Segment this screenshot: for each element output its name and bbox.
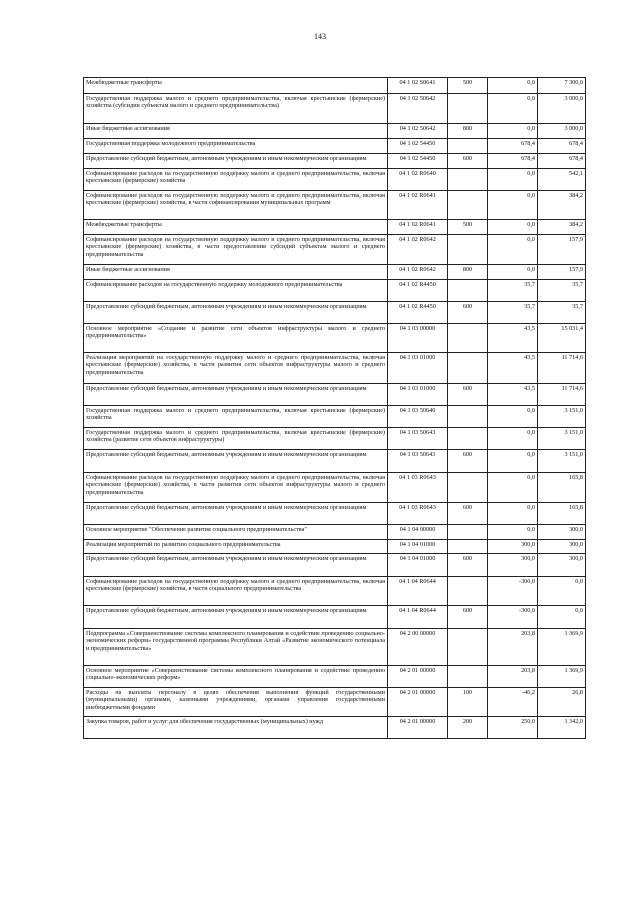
amount-total-cell: 3 000,0 [538,124,586,139]
expense-type-code-cell: 500 [448,78,488,94]
amount-change-cell: 0,0 [488,450,538,473]
expense-type-code-cell: 600 [448,154,488,169]
amount-change-cell: 0,0 [488,78,538,94]
amount-total-cell: 7 300,0 [538,78,586,94]
expense-name-cell: Иные бюджетные ассигнования [84,124,388,139]
amount-change-cell: 0,0 [488,406,538,428]
amount-change-cell: 0,0 [488,220,538,235]
amount-change-cell: 0,0 [488,503,538,525]
amount-total-cell: 35,7 [538,280,586,302]
target-article-code-cell: 04 1 03 01000 [388,384,448,406]
expense-name-cell: Межбюджетные трансферты [84,220,388,235]
amount-change-cell: 203,8 [488,666,538,688]
amount-change-cell: -46,2 [488,688,538,717]
table-row [84,235,586,265]
target-article-code-cell: 04 1 04 R0644 [388,577,448,606]
amount-total-cell: 1 369,9 [538,629,586,666]
expense-type-code-cell [448,406,488,428]
expense-name-cell: Предоставление субсидий бюджетным, автономным учреждениям и иным некоммерческим организациям [84,302,388,324]
amount-change-cell: 300,0 [488,540,538,554]
expense-type-code-cell [448,525,488,540]
target-article-code-cell: 04 1 03 R0643 [388,503,448,525]
expense-type-code-cell: 600 [448,302,488,324]
target-article-code-cell: 04 1 04 01000 [388,540,448,554]
table-row [84,280,586,302]
table-row [84,384,586,406]
table-row [84,540,586,554]
amount-total-cell: 165,8 [538,473,586,503]
expense-type-code-cell [448,191,488,220]
expense-type-code-cell [448,666,488,688]
expense-name-cell: Государственная поддержка малого и среднего предпринимательства, включая крестьянские (фермерские) хозяйства (развитие сети объектов инфраструктуры) [84,428,388,450]
expense-type-code-cell: 800 [448,265,488,280]
target-article-code-cell: 04 1 02 R0641 [388,220,448,235]
amount-change-cell: 35,7 [488,302,538,324]
table-row [84,666,586,688]
amount-total-cell: 11 714,6 [538,384,586,406]
table-row [84,302,586,324]
expense-type-code-cell: 600 [448,554,488,577]
target-article-code-cell: 04 1 04 R0644 [388,606,448,629]
amount-total-cell: 0,0 [538,577,586,606]
amount-change-cell: 0,0 [488,235,538,265]
amount-total-cell: 0,0 [538,606,586,629]
expense-type-code-cell [448,428,488,450]
expense-name-cell: Предоставление субсидий бюджетным, автономным учреждениям и иным некоммерческим организациям [84,384,388,406]
expense-name-cell: Софинансирование расходов на государственную поддержку малого и среднего предпринимательства, включая крестьянские (фермерские) хозяйства, в части предоставления субсидий субъектам малого и среднего предпринимательства [84,235,388,265]
expense-type-code-cell: 800 [448,124,488,139]
expense-name-cell: Основное мероприятие «Создание и развитие сети объектов инфраструктуры малого и среднего предпринимательства» [84,324,388,353]
amount-total-cell: 3 151,0 [538,406,586,428]
expense-name-cell: Подпрограмма «Совершенствование системы комплексного планирования и содействие проведению социально-экономических реформ» государственной программы Республики Алтай «Развитие экономического потенциала и предпринимательства» [84,629,388,666]
amount-total-cell: 165,8 [538,503,586,525]
expense-type-code-cell: 600 [448,606,488,629]
expense-name-cell: Предоставление субсидий бюджетным, автономным учреждениям и иным некоммерческим организациям [84,554,388,577]
target-article-code-cell: 04 1 02 54450 [388,139,448,154]
expense-name-cell: Иные бюджетные ассигнования [84,265,388,280]
budget-table [83,77,586,739]
expense-name-cell: Расходы на выплаты персоналу в целях обеспечения выполнения функций государственными (муниципальными) органами, казенными учреждениями, органами управления государственными внебюджетными фондами [84,688,388,717]
table-row [84,577,586,606]
expense-name-cell: Предоставление субсидий бюджетным, автономным учреждениям и иным некоммерческим организациям [84,606,388,629]
amount-total-cell: 15 031,4 [538,324,586,353]
table-row [84,353,586,384]
amount-total-cell: 157,9 [538,265,586,280]
amount-total-cell: 300,0 [538,525,586,540]
table-row [84,324,586,353]
table-row [84,554,586,577]
target-article-code-cell: 04 1 02 R4450 [388,280,448,302]
expense-name-cell: Софинансирование расходов на государственную поддержку молодежного предпринимательства [84,280,388,302]
expense-type-code-cell [448,577,488,606]
amount-total-cell: 35,7 [538,302,586,324]
expense-type-code-cell [448,629,488,666]
expense-name-cell: Предоставление субсидий бюджетным, автономным учреждениям и иным некоммерческим организациям [84,154,388,169]
page-number: 143 [314,32,326,41]
target-article-code-cell: 04 1 02 54450 [388,154,448,169]
expense-type-code-cell [448,280,488,302]
amount-change-cell: 0,0 [488,525,538,540]
table-row [84,450,586,473]
table-row [84,406,586,428]
amount-change-cell: -300,0 [488,606,538,629]
amount-change-cell: 0,0 [488,428,538,450]
expense-type-code-cell [448,94,488,124]
table-row [84,169,586,191]
expense-name-cell: Реализация мероприятий по развитию социального предпринимательства [84,540,388,554]
amount-total-cell: 678,4 [538,139,586,154]
amount-total-cell: 678,4 [538,154,586,169]
expense-type-code-cell [448,540,488,554]
table-row [84,139,586,154]
table-row [84,78,586,94]
target-article-code-cell: 04 1 03 50643 [388,428,448,450]
target-article-code-cell: 04 1 03 R0643 [388,473,448,503]
table-row [84,154,586,169]
table-row [84,265,586,280]
amount-change-cell: 43,5 [488,324,538,353]
target-article-code-cell: 04 1 04 00000 [388,525,448,540]
table-row [84,629,586,666]
expense-name-cell: Основное мероприятие «Совершенствование системы комплексного планирования и содействие проведению социально-экономических реформ» [84,666,388,688]
expense-type-code-cell: 600 [448,384,488,406]
target-article-code-cell: 04 1 03 50640 [388,406,448,428]
table-row [84,124,586,139]
expense-name-cell: Софинансирование расходов на государственную поддержку малого и среднего предпринимательства, включая крестьянские (фермерские) хозяйства [84,169,388,191]
table-row [84,606,586,629]
expense-type-code-cell: 500 [448,220,488,235]
table-row [84,503,586,525]
expense-name-cell: Межбюджетные трансферты [84,78,388,94]
expense-name-cell: Государственная поддержка молодежного предпринимательства [84,139,388,154]
amount-total-cell: 3 151,0 [538,450,586,473]
target-article-code-cell: 04 1 02 R0642 [388,265,448,280]
target-article-code-cell: 04 2 01 00000 [388,666,448,688]
target-article-code-cell: 04 2 01 00000 [388,717,448,739]
amount-change-cell: 0,0 [488,265,538,280]
amount-change-cell: 43,5 [488,384,538,406]
table-row [84,220,586,235]
target-article-code-cell: 04 1 02 50642 [388,94,448,124]
expense-type-code-cell [448,139,488,154]
expense-type-code-cell [448,169,488,191]
amount-change-cell: 300,0 [488,554,538,577]
table-row [84,525,586,540]
table-row [84,717,586,739]
target-article-code-cell: 04 1 02 50642 [388,124,448,139]
table-row [84,428,586,450]
expense-type-code-cell [448,473,488,503]
target-article-code-cell: 04 1 02 R4450 [388,302,448,324]
amount-change-cell: 250,0 [488,717,538,739]
amount-change-cell: 0,0 [488,124,538,139]
amount-change-cell: 678,4 [488,154,538,169]
expense-type-code-cell [448,324,488,353]
expense-type-code-cell: 100 [448,688,488,717]
expense-name-cell: Софинансирование расходов на государственную поддержку малого и среднего предпринимательства, включая крестьянские (фермерские) хозяйства, в части социального предпринимательства [84,577,388,606]
target-article-code-cell: 04 1 02 R0640 [388,169,448,191]
table-row [84,473,586,503]
target-article-code-cell: 04 1 04 01000 [388,554,448,577]
amount-total-cell: 11 714,6 [538,353,586,384]
target-article-code-cell: 04 1 03 00000 [388,324,448,353]
amount-change-cell: 0,0 [488,473,538,503]
expense-name-cell: Основное мероприятие "Обеспечение развития социального предпринимательства" [84,525,388,540]
expense-type-code-cell [448,235,488,265]
amount-total-cell: 1 342,0 [538,717,586,739]
amount-total-cell: 300,0 [538,540,586,554]
target-article-code-cell: 04 1 02 R0642 [388,235,448,265]
expense-name-cell: Предоставление субсидий бюджетным, автономным учреждениям и иным некоммерческим организациям [84,503,388,525]
expense-type-code-cell [448,353,488,384]
amount-total-cell: 542,1 [538,169,586,191]
amount-total-cell: 384,2 [538,220,586,235]
target-article-code-cell: 04 1 02 R0641 [388,191,448,220]
amount-total-cell: 26,8 [538,688,586,717]
target-article-code-cell: 04 1 03 50643 [388,450,448,473]
target-article-code-cell: 04 1 03 01000 [388,353,448,384]
target-article-code-cell: 04 2 01 00000 [388,688,448,717]
expense-type-code-cell: 600 [448,450,488,473]
budget-table-body [84,78,586,739]
amount-total-cell: 384,2 [538,191,586,220]
amount-total-cell: 300,0 [538,554,586,577]
table-row [84,191,586,220]
amount-total-cell: 1 369,9 [538,666,586,688]
expense-type-code-cell: 200 [448,717,488,739]
amount-change-cell: -300,0 [488,577,538,606]
table-row [84,94,586,124]
expense-name-cell: Софинансирование расходов на государственную поддержку малого и среднего предпринимательства, включая крестьянские (фермерские) хозяйства, в части софинансирования муниципальных программ [84,191,388,220]
expense-name-cell: Реализация мероприятий на государственную поддержку малого и среднего предпринимательства, включая крестьянские (фермерские) хозяйства, в части развития сети объектов инфраструктуры малого и среднего предпринимательства [84,353,388,384]
amount-total-cell: 3 151,0 [538,428,586,450]
amount-change-cell: 0,0 [488,94,538,124]
target-article-code-cell: 04 2 00 00000 [388,629,448,666]
expense-name-cell: Софинансирование расходов на государственную поддержку малого и среднего предпринимательства, включая крестьянские (фермерские) хозяйства, в части развития сети объектов инфраструктуры малого и среднего предпринимательства [84,473,388,503]
amount-change-cell: 678,4 [488,139,538,154]
expense-type-code-cell: 600 [448,503,488,525]
amount-change-cell: 0,0 [488,169,538,191]
amount-change-cell: 43,5 [488,353,538,384]
expense-name-cell: Закупка товаров, работ и услуг для обеспечения государственных (муниципальных) нужд [84,717,388,739]
target-article-code-cell: 04 1 02 S0641 [388,78,448,94]
amount-change-cell: 35,7 [488,280,538,302]
expense-name-cell: Предоставление субсидий бюджетным, автономным учреждениям и иным некоммерческим организациям [84,450,388,473]
amount-change-cell: 203,8 [488,629,538,666]
expense-name-cell: Государственная поддержка малого и среднего предпринимательства, включая крестьянские (фермерские) хозяйства [84,406,388,428]
amount-total-cell: 157,9 [538,235,586,265]
table-row [84,688,586,717]
expense-name-cell: Государственная поддержка малого и среднего предпринимательства, включая крестьянские (фермерские) хозяйства (субсидии субъектам малого и среднего предпринимательства) [84,94,388,124]
amount-total-cell: 3 000,0 [538,94,586,124]
amount-change-cell: 0,0 [488,191,538,220]
